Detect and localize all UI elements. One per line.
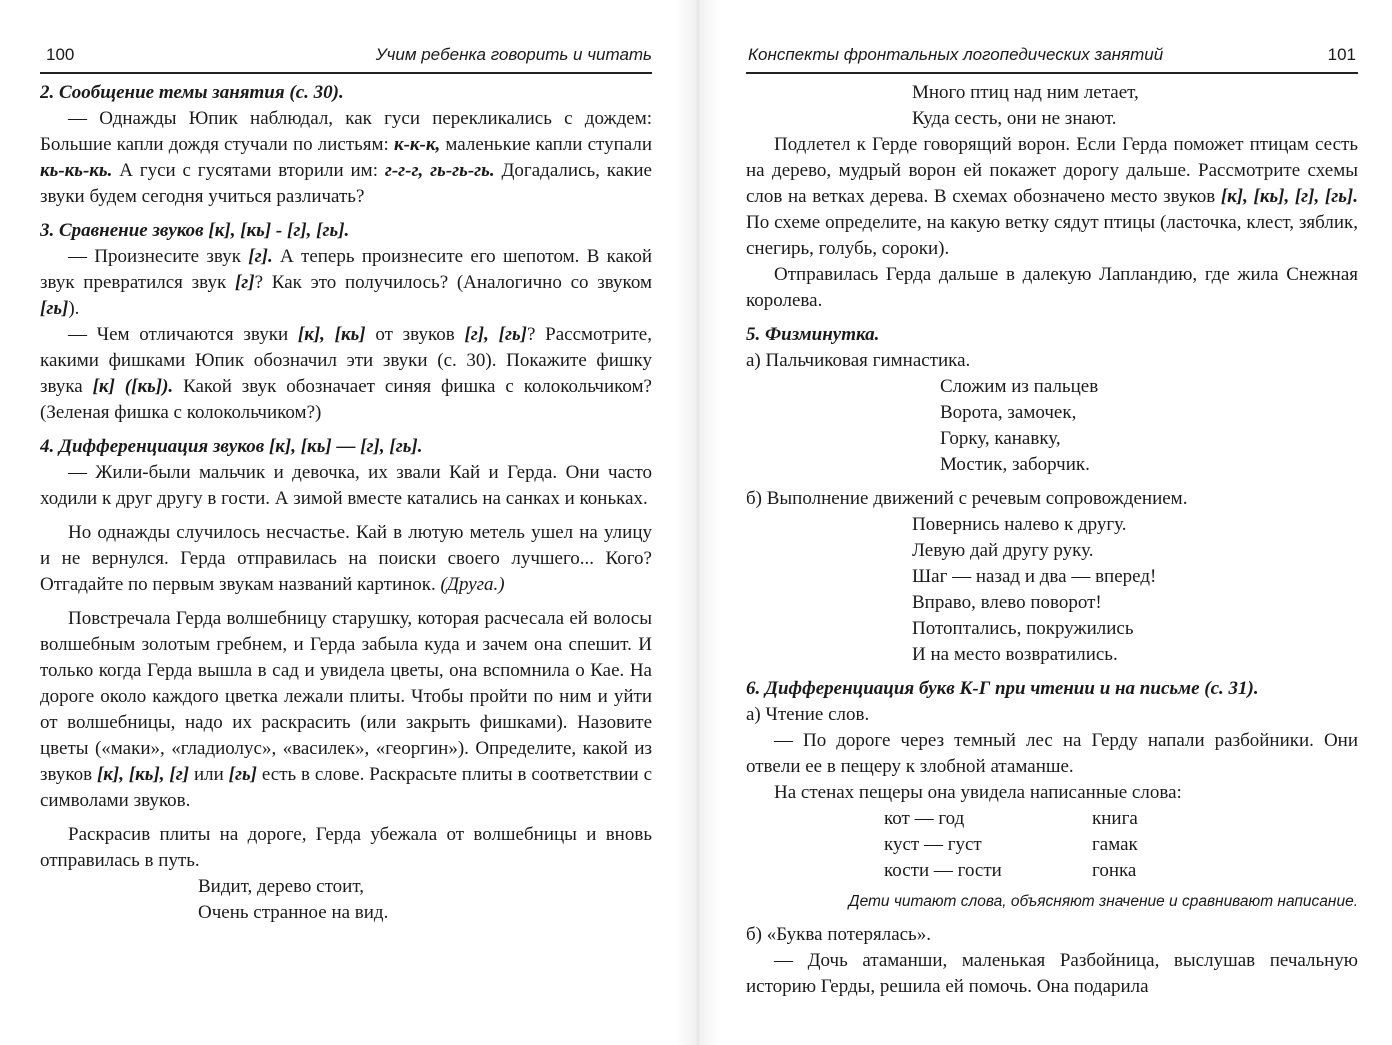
section-heading: 2. Сообщение темы занятия (с. 30). (40, 82, 344, 103)
verse-line: Много птиц над ним летает, (912, 82, 1139, 103)
paragraph: — По дороге через темный лес на Герду напали разбойники. Они отвели ее в пещеру к злобной атаманше. (746, 730, 1358, 777)
word-pair: кости — гости (884, 860, 1002, 881)
word-pair: кот — год (884, 808, 965, 829)
section-heading: 6. Дифференциация букв К-Г при чтении и на письме (с. 31). (746, 678, 1259, 699)
book-gutter (676, 0, 720, 1045)
running-head: Конспекты фронтальных логопедических занятий (748, 45, 1164, 64)
verse-line: И на место возвратились. (912, 644, 1118, 665)
verse-line: Вправо, влево поворот! (912, 592, 1102, 613)
left-page-header (40, 42, 652, 74)
running-head: Учим ребенка говорить и читать (375, 45, 652, 64)
paragraph: — Дочь атаманши, маленькая Разбойница, выслушав печальную историю Герды, решила ей помочь. Она подарила (746, 950, 1358, 997)
verse-line: Видит, дерево стоит, (198, 876, 364, 897)
left-page-body (40, 74, 652, 926)
right-page-body (746, 74, 1358, 1000)
verse-line: Сложим из пальцев (940, 376, 1099, 397)
section-heading: 3. Сравнение звуков [к], [кь] - [г], [гь]. (40, 220, 350, 241)
section-heading: 5. Физминутка. (746, 324, 880, 345)
verse-line: Ворота, замочек, (940, 402, 1077, 423)
verse-line: Левую дай другу руку. (912, 540, 1094, 561)
paragraph: Подлетел к Герде говорящий ворон. Если Герда поможет птицам сесть на дерево, мудрый ворон ей покажет дорогу дальше. Рассмотрите схемы слов на ветках дерева. В схемах обозначено место звуков [к], [кь], [г], [гь]. По схеме определите, на какую ветку сядут птицы (ласточка, клест, зяблик, снегирь, голубь, сороки). (746, 134, 1358, 259)
right-page-header (746, 42, 1358, 74)
paragraph: Повстречала Герда волшебницу старушку, которая расчесала ей волосы волшебным золотым гребнем, и Герда забыла куда и зачем она спешит. И только когда Герда вышла в сад и увидела цветы, она вспомнила о Кае. На дороге около каждого цветка лежали плиты. Чтобы пройти по ним и уйти от волшебницы, надо их раскрасить (или закрыть фишками). Назовите цветы («маки», «гладиолус», «василек», «георгин»). Определите, какой из звуков [к], [кь], [г] или [гь] есть в слове. Раскрасьте плиты в соответствии с символами звуков. (40, 608, 652, 811)
right-page (746, 0, 1358, 1045)
list-item: а) Чтение слов. (746, 704, 870, 725)
word-pair: куст — густ (884, 834, 982, 855)
paragraph: Отправилась Герда дальше в далекую Лапландию, где жила Снежная королева. (746, 264, 1358, 311)
word: гамак (1092, 834, 1138, 855)
list-item: б) Выполнение движений с речевым сопровождением. (746, 488, 1188, 509)
section-heading: 4. Дифференциация звуков [к], [кь] — [г], [гь]. (40, 436, 423, 457)
verse-line: Очень странное на вид. (198, 902, 389, 923)
paragraph: — Чем отличаются звуки [к], [кь] от звуков [г], [гь]? Рассмотрите, какими фишками Юпик обозначил эти звуки (с. 30). Покажите фишку звука [к] ([кь]). Какой звук обозначает синяя фишка с колокольчиком? (Зеленая фишка с колокольчиком?) (40, 324, 652, 423)
word: гонка (1092, 860, 1137, 881)
paragraph: Раскрасив плиты на дороге, Герда убежала от волшебницы и вновь отправилась в путь. (40, 824, 652, 871)
word-list (884, 806, 1358, 884)
paragraph: Но однажды случилось несчастье. Кай в лютую метель ушел на улицу и не вернулся. Герда отправилась на поиски своего лучшего... Кого? Отгадайте по первым звукам названий картинок. (Друга.) (40, 522, 652, 595)
paragraph: На стенах пещеры она увидела написанные слова: (774, 782, 1182, 803)
left-page (40, 0, 652, 1045)
paragraph: — Жили-были мальчик и девочка, их звали Кай и Герда. Они часто ходили к друг другу в гости. А зимой вместе катались на санках и коньках. (40, 462, 652, 509)
verse-line: Мостик, заборчик. (940, 454, 1090, 475)
verse-line: Горку, канавку, (940, 428, 1061, 449)
paragraph: — Однажды Юпик наблюдал, как гуси перекликались с дождем: Большие капли дождя стучали по листьям: к-к-к, маленькие капли ступали кь-кь-кь. А гуси с гусятами вторили им: г-г-г, гь-гь-гь. Догадались, какие звуки будем сегодня учиться различать? (40, 108, 652, 207)
verse-line: Шаг — назад и два — вперед! (912, 566, 1157, 587)
verse-line: Куда сесть, они не знают. (912, 108, 1117, 129)
list-item: б) «Буква потерялась». (746, 924, 931, 945)
page-number: 101 (1327, 45, 1356, 64)
verse-line: Потоптались, покружились (912, 618, 1134, 639)
word: книга (1092, 808, 1138, 829)
page-number: 100 (46, 45, 75, 64)
paragraph: — Произнесите звук [г]. А теперь произнесите его шепотом. В какой звук превратился звук [г]? Как это получилось? (Аналогично со звуком [гь]). (40, 246, 652, 319)
verse-line: Повернись налево к другу. (912, 514, 1127, 535)
list-item: а) Пальчиковая гимнастика. (746, 350, 971, 371)
instruction-note: Дети читают слова, объясняют значение и сравнивают написание. (848, 893, 1358, 910)
